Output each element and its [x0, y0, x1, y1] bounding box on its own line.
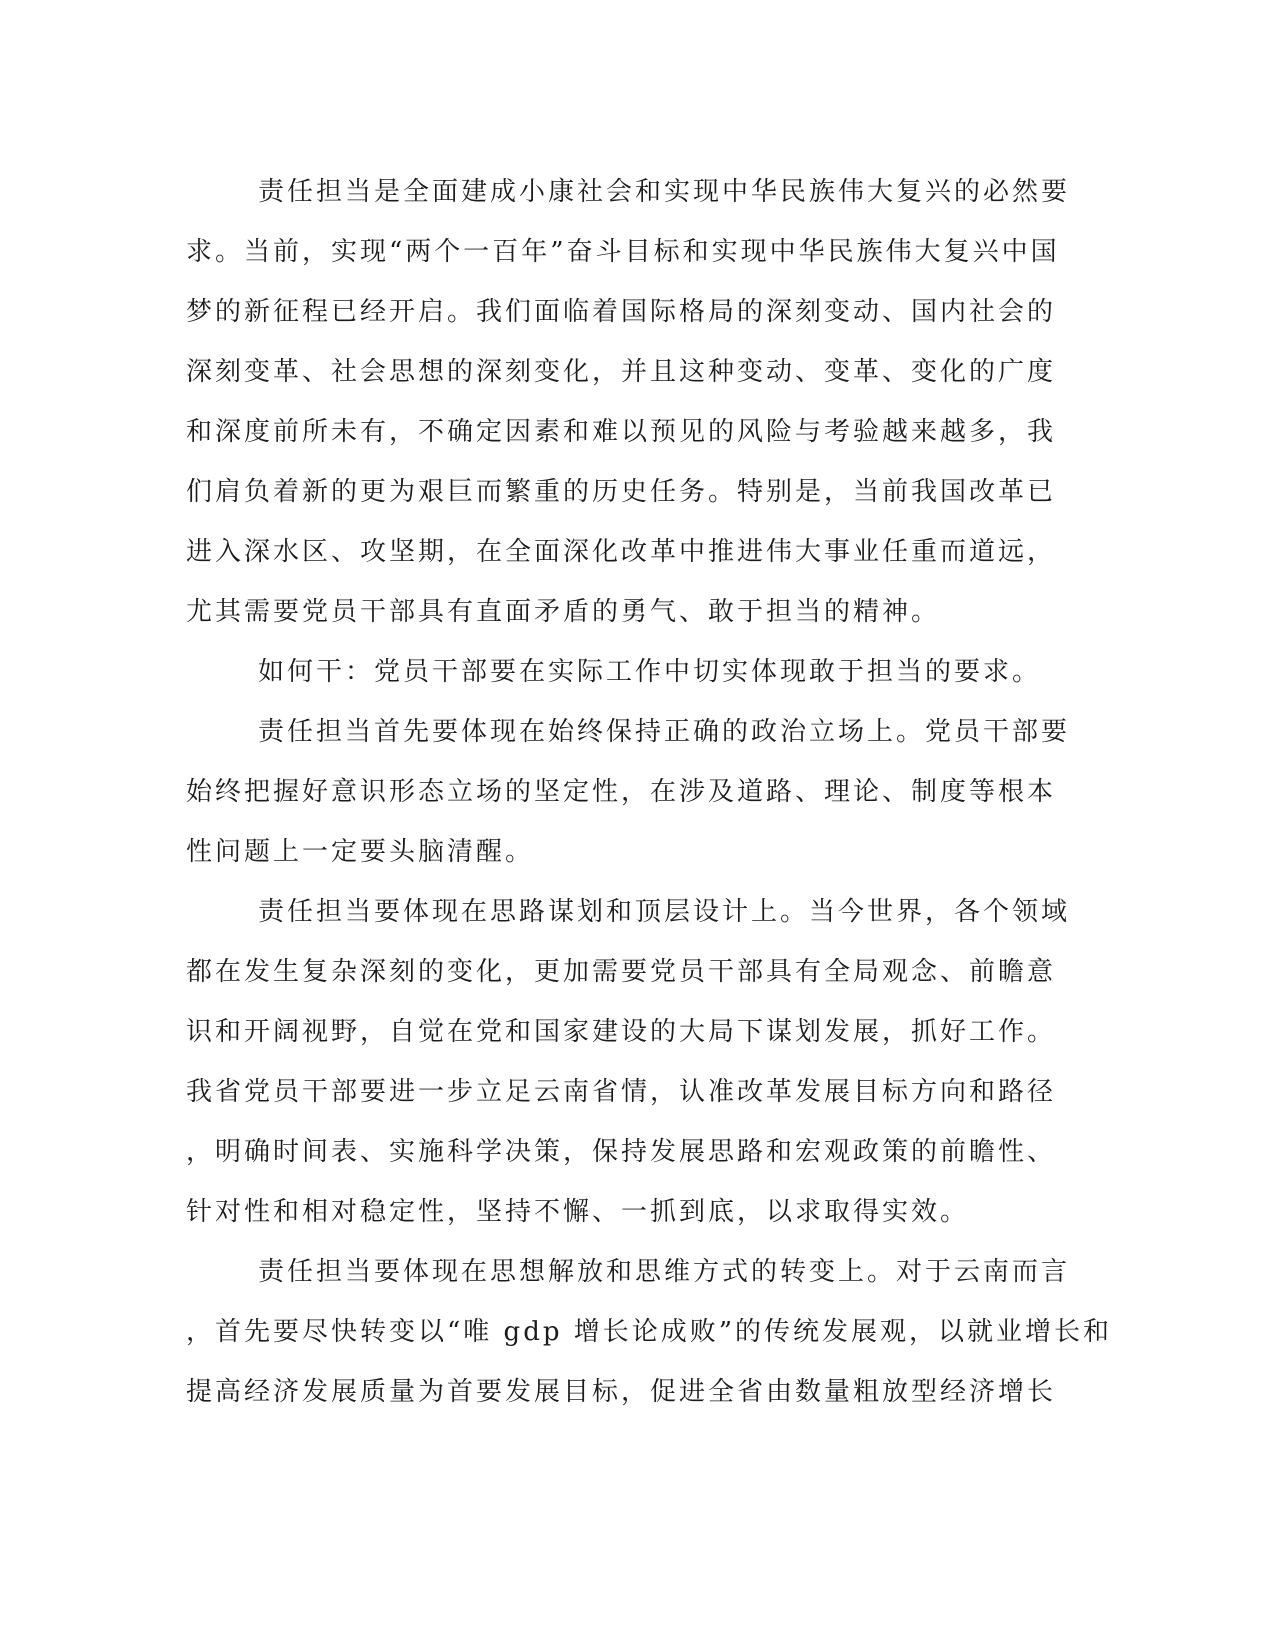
paragraph-5-line-2: ，首先要尽快转变以“唯 gdp 增长论成败”的传统发展观，以就业增长和	[186, 1317, 1113, 1347]
paragraph-1-line-1: 责任担当是全面建成小康社会和实现中华民族伟大复兴的必然要	[258, 177, 1071, 207]
paragraph-1-line-6: 们肩负着新的更为艰巨而繁重的历史任务。特别是，当前我国改革已	[186, 477, 1057, 507]
paragraph-5-line-3: 提高经济发展质量为首要发展目标，促进全省由数量粗放型经济增长	[186, 1377, 1057, 1407]
paragraph-5-line-1: 责任担当要体现在思想解放和思维方式的转变上。对于云南而言	[258, 1257, 1071, 1287]
document-body	[186, 162, 1113, 1422]
paragraph-4-line-3: 识和开阔视野，自觉在党和国家建设的大局下谋划发展，抓好工作。	[186, 1017, 1057, 1047]
paragraph-1-line-8: 尤其需要党员干部具有直面矛盾的勇气、敢于担当的精神。	[186, 597, 941, 627]
paragraph-3-line-3: 性问题上一定要头脑清醒。	[186, 837, 535, 867]
paragraph-4-line-6: 针对性和相对稳定性，坚持不懈、一抓到底，以求取得实效。	[186, 1197, 970, 1227]
paragraph-1-line-2: 求。当前，实现“两个一百年”奋斗目标和实现中华民族伟大复兴中国	[186, 237, 1060, 267]
paragraph-3-line-2: 始终把握好意识形态立场的坚定性，在涉及道路、理论、制度等根本	[186, 777, 1057, 807]
paragraph-4-line-1: 责任担当要体现在思路谋划和顶层设计上。当今世界，各个领域	[258, 897, 1071, 927]
paragraph-4-line-4: 我省党员干部要进一步立足云南省情，认准改革发展目标方向和路径	[186, 1077, 1057, 1107]
paragraph-1-line-7: 进入深水区、攻坚期，在全面深化改革中推进伟大事业任重而道远，	[186, 537, 1057, 567]
paragraph-2-line-1: 如何干：党员干部要在实际工作中切实体现敢于担当的要求。	[258, 657, 1042, 687]
paragraph-3-line-1: 责任担当首先要体现在始终保持正确的政治立场上。党员干部要	[258, 717, 1071, 747]
paragraph-1-line-4: 深刻变革、社会思想的深刻变化，并且这种变动、变革、变化的广度	[186, 357, 1057, 387]
paragraph-4-line-5: ，明确时间表、实施科学决策，保持发展思路和宏观政策的前瞻性、	[186, 1137, 1057, 1167]
paragraph-1-line-3: 梦的新征程已经开启。我们面临着国际格局的深刻变动、国内社会的	[186, 297, 1057, 327]
paragraph-4-line-2: 都在发生复杂深刻的变化，更加需要党员干部具有全局观念、前瞻意	[186, 957, 1057, 987]
paragraph-1-line-5: 和深度前所未有，不确定因素和难以预见的风险与考验越来越多，我	[186, 417, 1057, 447]
